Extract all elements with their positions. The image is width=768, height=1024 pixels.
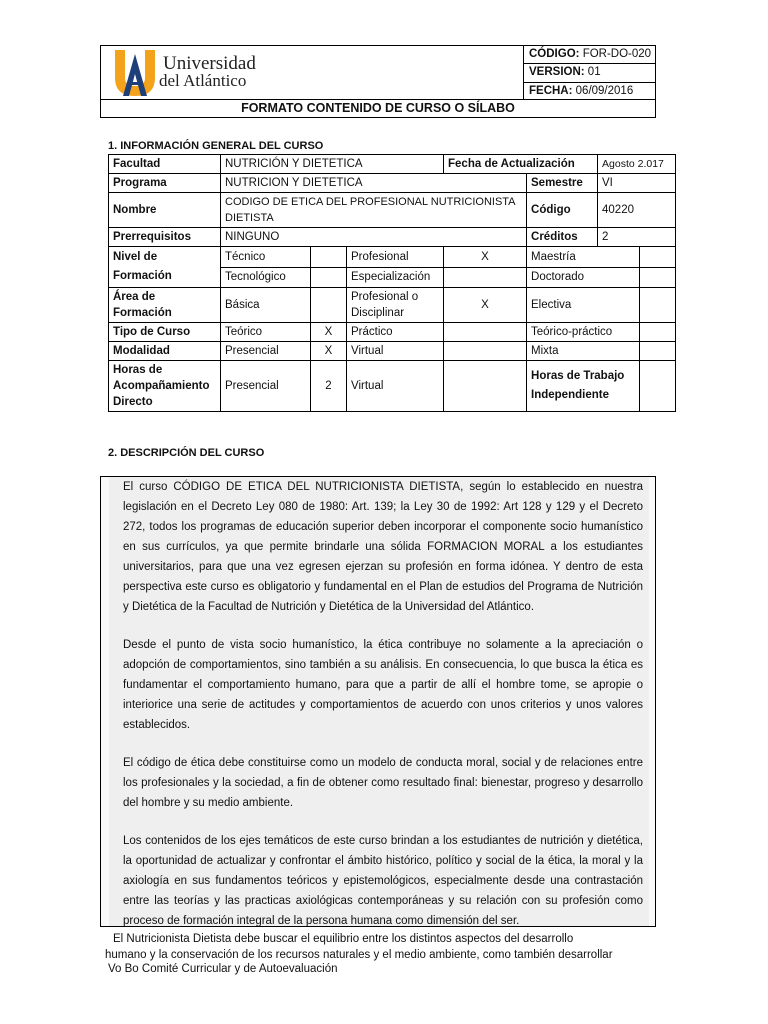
footer-approval: Vo Bo Comité Curricular y de Autoevaluación xyxy=(108,963,338,975)
row-nombre: Nombre CODIGO DE ETICA DEL PROFESIONAL NUTRICIONISTA DIETISTA Código 40220 xyxy=(109,193,676,228)
course-description-box xyxy=(100,476,656,961)
desc-paragraph-2: Desde el punto de vista socio humanístico, la ética contribuye no solamente a la apreciación o adopción de comportamientos, sino también a su análisis. En consecuencia, lo que busca la ética es fundamentar el comportamiento humano, para que a partir de allí el hombre tome, se apropie o interiorice una serie de actitudes y comportamientos de acuerdo con unos criterios y unos valores establecidos. xyxy=(123,639,643,731)
row-modalidad: Modalidad Presencial X Virtual Mixta xyxy=(109,342,676,361)
desc-paragraph-3: El código de ética debe constituirse como un modelo de conducta moral, social y de relaciones entre los profesionales y la sociedad, a fin de obtener como resultado final: bienestar, progreso y desarrollo del hombre y su medio ambiente. xyxy=(123,757,643,809)
row-prerrequisitos: Prerrequisitos NINGUNO Créditos 2 xyxy=(109,228,676,247)
row-nivel-1: Nivel de Formación Técnico Profesional X Maestría xyxy=(109,247,676,268)
course-info-table xyxy=(108,154,676,412)
row-nivel-2: Tecnológico Especialización Doctorado xyxy=(109,267,676,288)
logo-cell xyxy=(100,45,524,100)
section1-title: 1. INFORMACIÓN GENERAL DEL CURSO xyxy=(108,140,324,152)
document-title: FORMATO CONTENIDO DE CURSO O SÍLABO xyxy=(100,99,656,118)
meta-codigo: CÓDIGO: FOR-DO-020 xyxy=(523,45,656,63)
desc-paragraph-1: El curso CÓDIGO DE ETICA DEL NUTRICIONISTA DIETISTA, según lo establecido en nuestra legislación en el Decreto Ley 080 de 1980: Art. 139; la Ley 30 de 1992: Art 128 y 129 y el Decreto 272, todos los programas de educación superior deben incorporar el componente socio humanístico en sus currículos, ya que permite brindarle una sólida FORMACION MORAL a los estudiantes universitarios, para que una vez egresen ejerzan su profesión en forma idónea. Y dentro de esta perspectiva este curso es obligatorio y fundamental en el Plan de estudios del Programa de Nutrición y Dietética de la Facultad de Nutrición y Dietética de la Universidad del Atlántico. xyxy=(123,481,643,613)
document-meta xyxy=(523,45,656,100)
row-area: Área de Formación Básica Profesional o Disciplinar X Electiva xyxy=(109,288,676,323)
row-programa: Programa NUTRICION Y DIETETICA Semestre VI xyxy=(109,174,676,193)
row-tipo: Tipo de Curso Teórico X Práctico Teórico-práctico xyxy=(109,323,676,342)
row-facultad: Facultad NUTRICIÓN Y DIETETICA Fecha de Actualización Agosto 2.017 xyxy=(109,155,676,174)
section2-title: 2. DESCRIPCIÓN DEL CURSO xyxy=(108,447,265,459)
logo-text-line2: del Atlántico xyxy=(159,71,247,90)
university-logo-icon xyxy=(111,48,159,98)
desc-paragraph-4: Los contenidos de los ejes temáticos de este curso brindan a los estudiantes de nutrición y dietética, la oportunidad de actualizar y confrontar el ámbito histórico, político y social de la ética, la moral y la axiología en sus fundamentos teóricos y epistemológicos, especialmente desde una contrastación entre las teorías y las practicas axiológicas contemporáneas y su relación con su profesión como proceso de formación integral de la persona humana como dimensión del ser. xyxy=(123,835,643,927)
logo-text-line1: Universidad xyxy=(163,53,256,74)
desc-paragraph-5b: humano y la conservación de los recursos naturales y el medio ambiente, como también desarrollar xyxy=(105,949,613,961)
row-horas: Horas de Acompañamiento Directo Presencial 2 Virtual Horas de Trabajo Independiente xyxy=(109,361,676,412)
meta-fecha: FECHA: 06/09/2016 xyxy=(523,82,656,100)
course-description-content xyxy=(105,477,649,961)
desc-paragraph-5a: El Nutricionista Dietista debe buscar el equilibrio entre los distintos aspectos del desarrollo xyxy=(113,933,574,945)
document-header xyxy=(100,45,656,119)
meta-version: VERSION: 01 xyxy=(523,63,656,81)
